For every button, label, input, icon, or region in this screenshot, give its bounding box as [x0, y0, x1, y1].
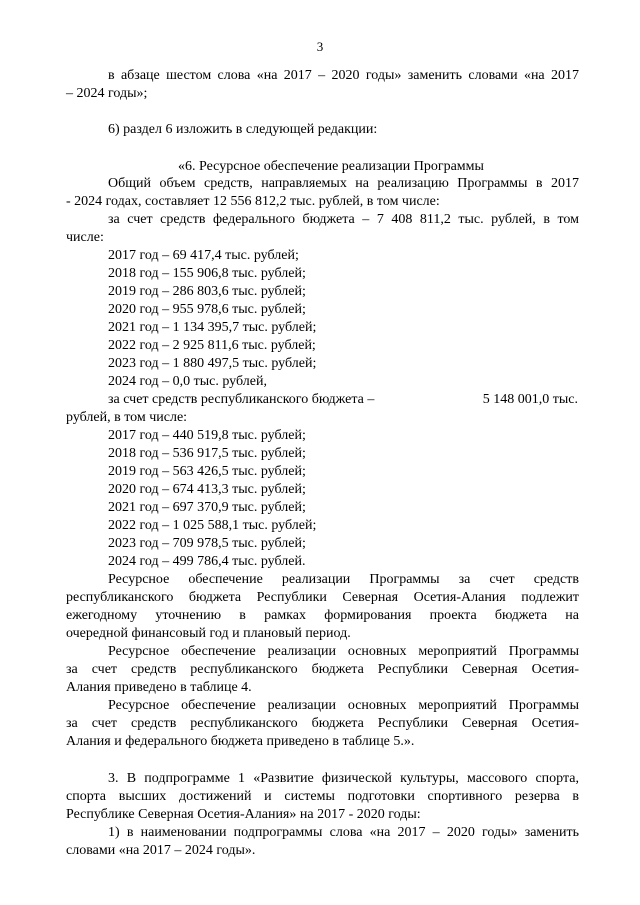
federal-year-2018: 2018 год – 155 906,8 тыс. рублей;: [108, 266, 306, 281]
paragraph-abzac-line1: в абзаце шестом слова «на 2017 – 2020 годы» заменить словами «на 2017: [108, 68, 579, 83]
item1-line2: словами «на 2017 – 2024 годы».: [66, 843, 256, 858]
republic-year-2022: 2022 год – 1 025 588,1 тыс. рублей;: [108, 518, 317, 533]
subprog-line1: 3. В подпрограмме 1 «Развитие физической культуры, массового спорта,: [108, 771, 579, 786]
republic-intro-amount: 5 148 001,0 тыс.: [482, 392, 578, 407]
federal-intro-line2: числе:: [66, 230, 104, 245]
section-title: «6. Ресурсное обеспечение реализации Программы: [178, 159, 484, 174]
republic-year-2020: 2020 год – 674 413,3 тыс. рублей;: [108, 482, 306, 497]
resource-para2-line3: Алания приведено в таблице 4.: [66, 680, 252, 695]
republic-year-2024: 2024 год – 499 786,4 тыс. рублей.: [108, 554, 306, 569]
republic-year-2019: 2019 год – 563 426,5 тыс. рублей;: [108, 464, 306, 479]
page-number: 3: [316, 39, 324, 54]
resource-para3-line1: Ресурсное обеспечение реализации основных мероприятий Программы: [108, 698, 579, 713]
federal-year-2020: 2020 год – 955 978,6 тыс. рублей;: [108, 302, 306, 317]
subprog-line3: Республике Северная Осетия-Алания» на 2017 - 2020 годы:: [66, 807, 421, 822]
federal-year-2021: 2021 год – 1 134 395,7 тыс. рублей;: [108, 320, 317, 335]
republic-year-2021: 2021 год – 697 370,9 тыс. рублей;: [108, 500, 306, 515]
resource-para3-line3: Алания и федерального бюджета приведено в таблице 5.».: [66, 734, 415, 749]
resource-para3-line2: за счет средств республиканского бюджета Республики Северная Осетия-: [66, 716, 579, 731]
resource-para1-line2: республиканского бюджета Республики Северная Осетия-Алания подлежит: [66, 590, 579, 605]
resource-para2-line2: за счет средств республиканского бюджета Республики Северная Осетия-: [66, 662, 579, 677]
federal-year-2022: 2022 год – 2 925 811,6 тыс. рублей;: [108, 338, 316, 353]
resource-para2-line1: Ресурсное обеспечение реализации основных мероприятий Программы: [108, 644, 579, 659]
republic-year-2018: 2018 год – 536 917,5 тыс. рублей;: [108, 446, 306, 461]
subprog-line2: спорта высших достижений и системы подготовки спортивного резерва в: [66, 789, 579, 804]
resource-para1-line4: очередной финансовый год и плановый период.: [66, 626, 351, 641]
paragraph-abzac-line2: – 2024 годы»;: [66, 86, 148, 101]
resource-para1-line3: ежегодному уточнению в рамках формирования проекта бюджета на: [66, 608, 579, 623]
republic-year-2023: 2023 год – 709 978,5 тыс. рублей;: [108, 536, 306, 551]
federal-year-2024: 2024 год – 0,0 тыс. рублей,: [108, 374, 267, 389]
republic-year-2017: 2017 год – 440 519,8 тыс. рублей;: [108, 428, 306, 443]
republic-intro-left: за счет средств республиканского бюджета –: [108, 392, 375, 407]
resource-para1-line1: Ресурсное обеспечение реализации Программы за счет средств: [108, 572, 579, 587]
item-6: 6) раздел 6 изложить в следующей редакции:: [108, 122, 378, 137]
republic-intro-line2: рублей, в том числе:: [66, 410, 188, 425]
total-line2: - 2024 годах, составляет 12 556 812,2 тыс. рублей, в том числе:: [66, 194, 440, 209]
federal-year-2023: 2023 год – 1 880 497,5 тыс. рублей;: [108, 356, 317, 371]
item1-line1: 1) в наименовании подпрограммы слова «на 2017 – 2020 годы» заменить: [108, 825, 579, 840]
federal-intro-line1: за счет средств федерального бюджета – 7 408 811,2 тыс. рублей, в том: [108, 212, 579, 227]
federal-year-2017: 2017 год – 69 417,4 тыс. рублей;: [108, 248, 299, 263]
federal-year-2019: 2019 год – 286 803,6 тыс. рублей;: [108, 284, 306, 299]
total-line1: Общий объем средств, направляемых на реализацию Программы в 2017: [108, 176, 579, 191]
